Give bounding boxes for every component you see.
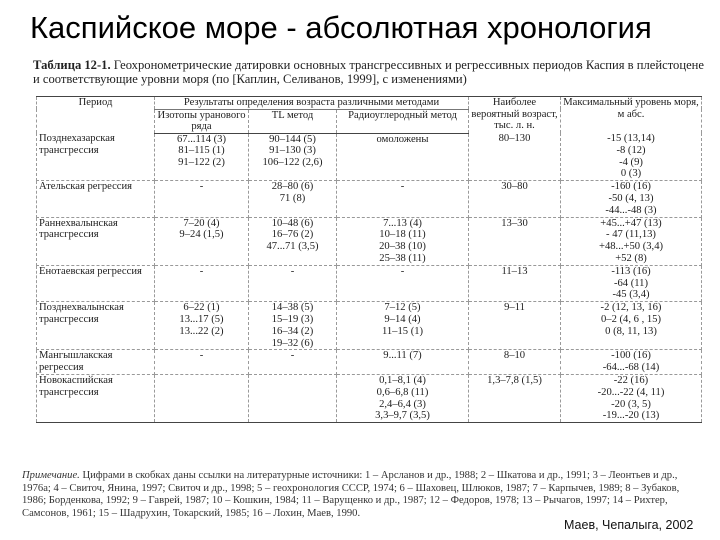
cell-radiocarbon: [337, 302, 469, 350]
cell-value: 9–11: [504, 302, 525, 314]
cell-value: 90–144 (5): [269, 133, 316, 145]
source-credit: Маев, Чепалыга, 2002: [564, 518, 694, 532]
cell-value: -: [199, 350, 204, 362]
cell-value: 13...22 (2): [179, 325, 224, 337]
cell-value: 28–80 (6): [271, 181, 314, 193]
cell-value: 19–32 (6): [271, 337, 314, 349]
cell-value: омоложены: [376, 133, 429, 145]
header-methods-group: Результаты определения возраста различными методами: [155, 97, 469, 110]
cell-value: 9–14 (4): [384, 313, 421, 325]
cell-value: -: [400, 181, 405, 193]
cell-max-level: [561, 302, 702, 350]
header-uranium: Изотопы уранового ряда: [155, 109, 249, 133]
cell-tl: [249, 133, 337, 181]
cell-value: -: [400, 265, 405, 277]
cell-max-level: [561, 374, 702, 422]
cell-value: -20 (3, 5): [611, 398, 651, 410]
footnote: [22, 470, 702, 520]
cell-value: -100 (16): [611, 350, 651, 362]
cell-tl: [249, 302, 337, 350]
cell-value: 20–38 (10): [379, 241, 426, 253]
cell-value: 67...114 (3): [176, 133, 227, 145]
cell-value: -50 (4, 13): [608, 192, 654, 204]
table-row: [37, 374, 702, 422]
cell-value: -19...-20 (13): [602, 410, 660, 422]
cell-value: 6–22 (1): [183, 302, 220, 314]
cell-value: 13...17 (5): [179, 313, 224, 325]
cell-period: Ательская регрессия: [37, 181, 155, 217]
cell-value: 7–12 (5): [384, 302, 421, 314]
cell-value: 1,3–7,8 (1,5): [487, 374, 542, 386]
cell-probable-age: [469, 374, 561, 422]
cell-value: 10–48 (6): [271, 217, 314, 229]
cell-tl: [249, 374, 337, 422]
cell-value: 15–19 (3): [271, 313, 314, 325]
header-max-level: Максимальный уровень моря, м абс.: [561, 97, 702, 134]
cell-max-level: [561, 350, 702, 375]
cell-value: 25–38 (11): [379, 252, 426, 264]
cell-period: Позднехазарская трансгрессия: [37, 133, 155, 181]
cell-tl: [249, 265, 337, 301]
cell-value: 9...11 (7): [383, 350, 422, 362]
cell-uranium: [155, 217, 249, 265]
slide-title: Каспийское море - абсолютная хронология: [30, 10, 652, 45]
cell-value: -: [290, 350, 295, 362]
table-row: [37, 302, 702, 350]
cell-value: 16–34 (2): [271, 325, 314, 337]
cell-radiocarbon: [337, 374, 469, 422]
cell-value: -: [290, 265, 295, 277]
cell-period: Раннехвалынская трансгрессия: [37, 217, 155, 265]
cell-probable-age: [469, 181, 561, 217]
cell-uranium: [155, 133, 249, 181]
cell-value: 71 (8): [279, 192, 306, 204]
cell-radiocarbon: [337, 181, 469, 217]
cell-value: -4 (9): [619, 156, 643, 168]
cell-value: -: [199, 265, 204, 277]
cell-max-level: [561, 217, 702, 265]
cell-value: 11–13: [501, 265, 528, 277]
cell-value: 3,3–9,7 (3,5): [375, 410, 430, 422]
cell-value: 30–80: [501, 181, 528, 193]
cell-value: 0–2 (4, 6 , 15): [600, 313, 662, 325]
cell-value: -8 (12): [616, 144, 646, 156]
cell-value: -2 (12, 13, 16): [600, 302, 662, 314]
cell-value: -: [199, 181, 204, 193]
cell-value: -22 (16): [613, 374, 649, 386]
cell-radiocarbon: [337, 265, 469, 301]
cell-max-level: [561, 133, 702, 181]
cell-uranium: [155, 265, 249, 301]
cell-value: 7...13 (4): [383, 217, 422, 229]
cell-period: Позднехвалынская трансгрессия: [37, 302, 155, 350]
cell-tl: [249, 181, 337, 217]
table-row: [37, 350, 702, 375]
cell-value: -113 (16): [611, 265, 651, 277]
cell-value: 80–130: [498, 133, 531, 144]
cell-value: 91–130 (3): [269, 145, 316, 157]
cell-value: 81–115 (1): [178, 145, 225, 157]
cell-probable-age: [469, 265, 561, 301]
cell-value: +45...+47 (13): [600, 217, 662, 229]
cell-value: 47...71 (3,5): [266, 241, 319, 253]
cell-value: -20...-22 (4, 11): [597, 386, 665, 398]
cell-probable-age: [469, 302, 561, 350]
header-tl: TL метод: [249, 109, 337, 133]
cell-uranium: [155, 374, 249, 422]
cell-max-level: [561, 181, 702, 217]
cell-probable-age: [469, 217, 561, 265]
cell-tl: [249, 217, 337, 265]
cell-max-level: [561, 265, 702, 301]
cell-radiocarbon: [337, 350, 469, 375]
cell-value: 7–20 (4): [183, 217, 220, 229]
cell-value: 91–122 (2): [178, 157, 225, 169]
cell-uranium: [155, 302, 249, 350]
cell-value: 14–38 (5): [271, 302, 314, 314]
cell-value: 9–24 (1,5): [179, 229, 224, 241]
table-caption-text: Геохронометрические датировки основных трансгрессивных и регрессивных периодов Каспия в плейстоцене и соответствующие уровни моря (по [Каплин, Селиванов, 1999], с изменениями): [33, 58, 704, 86]
cell-radiocarbon: [337, 217, 469, 265]
cell-value: -44...-48 (3): [605, 204, 657, 216]
cell-uranium: [155, 181, 249, 217]
cell-value: -64...-68 (14): [602, 362, 660, 374]
cell-value: +52 (8): [615, 252, 647, 264]
cell-period: Новокаспийская трансгрессия: [37, 374, 155, 422]
cell-value: -15 (13,14): [607, 133, 655, 144]
table-caption: [33, 58, 713, 86]
cell-value: -45 (3,4): [612, 289, 650, 301]
cell-value: 13–30: [501, 217, 528, 229]
cell-value: 0 (3): [620, 168, 642, 180]
cell-period: Енотаевская регрессия: [37, 265, 155, 301]
cell-period: Мангышлакская регрессия: [37, 350, 155, 375]
footnote-label: Примечание.: [22, 470, 80, 481]
cell-value: 0 (8, 11, 13): [605, 325, 657, 337]
header-radiocarbon: Радиоуглеродный метод: [337, 109, 469, 133]
cell-value: 8–10: [503, 350, 526, 362]
cell-value: -160 (16): [611, 181, 651, 193]
table-row: [37, 181, 702, 217]
table-row: [37, 265, 702, 301]
header-period: Период: [37, 97, 155, 134]
cell-tl: [249, 350, 337, 375]
cell-value: 10–18 (11): [379, 229, 426, 241]
cell-value: 0,1–8,1 (4): [379, 374, 426, 386]
cell-value: -64 (11): [613, 277, 649, 289]
chronology-table: [36, 96, 702, 423]
cell-value: 0,6–6,8 (11): [376, 386, 429, 398]
cell-value: 2,4–6,4 (3): [379, 398, 426, 410]
cell-probable-age: [469, 133, 561, 181]
cell-value: - 47 (11,13): [606, 229, 656, 241]
cell-value: 11–15 (1): [381, 325, 424, 337]
table-caption-label: Таблица 12-1.: [33, 58, 111, 72]
cell-uranium: [155, 350, 249, 375]
cell-value: 16–76 (2): [271, 229, 314, 241]
table-body: [37, 133, 702, 423]
table-row: [37, 133, 702, 181]
cell-probable-age: [469, 350, 561, 375]
footnote-text: Цифрами в скобках даны ссылки на литературные источники: 1 – Арсланов и др., 1988; 2 – Шкатова и др., 1991; 3 – Леонтьев и др., 1976а; 4 – Свиточ, Янина, 1997; Свиточ и др., 1998; 5 – геохронология СССР, 1974; 6 – Шаховец, Шлюков, 1987; 7 – Карпычев, 1989; 8 – Зубаков, 1986; Борденкова, 1992; 9 – Гаврей, 1987; 10 – Кошкин, 1984; 11 – Варущенко и др., 1987; 12 – Федоров, 1978; 13 – Рычагов, 1997; 14 – Рихтер, Самсонов, 1961; 15 – Шадрухин, Токарский, 1985; 16 – Лохин, Маев, 1990.: [22, 470, 680, 519]
table-row: [37, 217, 702, 265]
cell-radiocarbon: [337, 133, 469, 181]
cell-value: +48...+50 (3,4): [598, 241, 664, 253]
cell-value: 106–122 (2,6): [262, 157, 323, 169]
header-probable-age: Наиболее вероятный возраст, тыс. л. н.: [469, 97, 561, 134]
